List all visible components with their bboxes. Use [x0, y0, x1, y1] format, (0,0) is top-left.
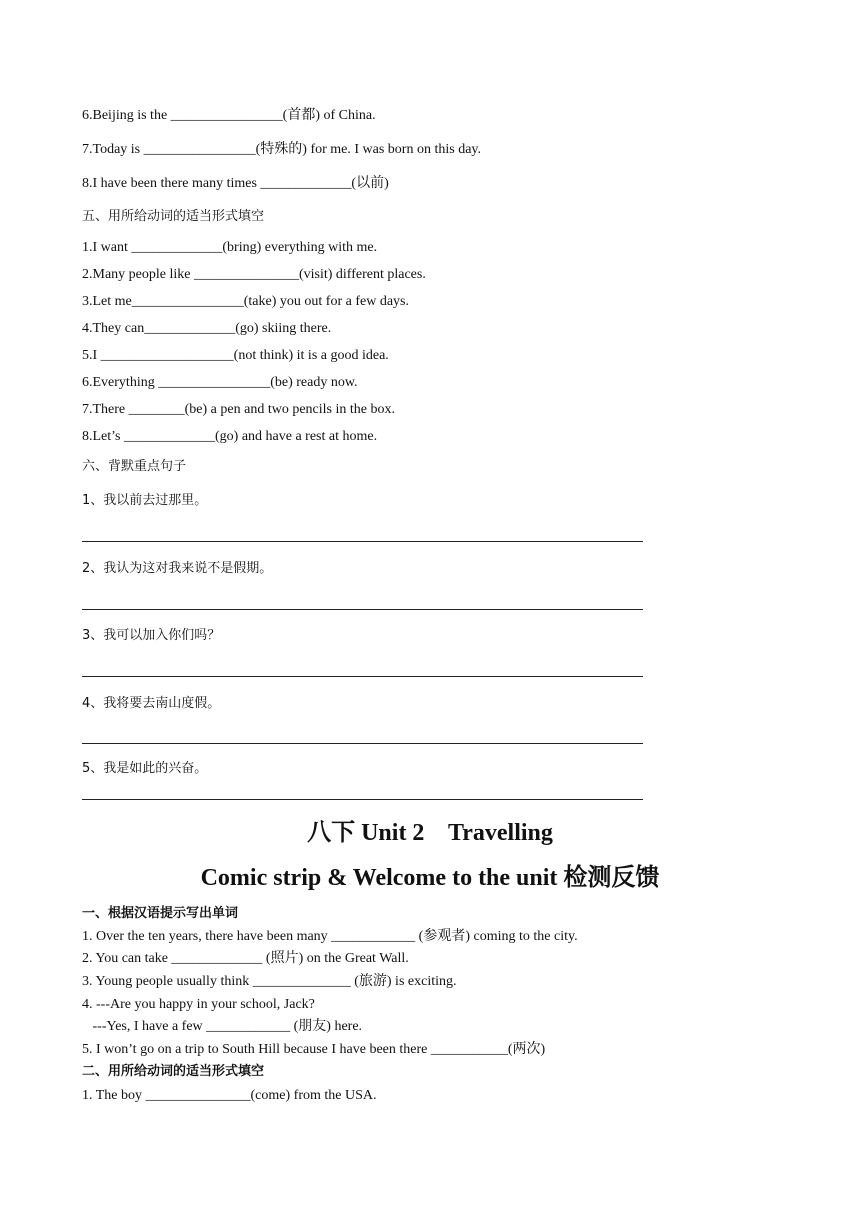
exercise-item: 3.Let me________________(take) you out for a few days.: [82, 294, 409, 309]
sentence-prompt: 1、我以前去过那里。: [82, 493, 208, 508]
exercise-item: 5.I ___________________(not think) it is a good idea.: [82, 348, 389, 363]
exercise-item: 3. Young people usually think ______________ (旅游) is exciting.: [82, 974, 457, 989]
exercise-item: ---Yes, I have a few ____________ (朋友) here.: [82, 1019, 363, 1034]
exercise-item: 2. You can take _____________ (照片) on the Great Wall.: [82, 951, 409, 966]
exercise-item: 6.Beijing is the ________________(首都) of China.: [82, 108, 376, 123]
section-heading: 六、背默重点句子: [82, 459, 187, 474]
unit-title: 八下 Unit 2 Travelling: [307, 820, 553, 846]
exercise-item: 7.There ________(be) a pen and two pencils in the box.: [82, 402, 395, 417]
sentence-prompt: 4、我将要去南山度假。: [82, 696, 221, 711]
exercise-item: 4. ---Are you happy in your school, Jack?: [82, 997, 315, 1012]
answer-line: [82, 743, 643, 744]
answer-line: [82, 799, 643, 800]
exercise-item: 7.Today is ________________(特殊的) for me. I was born on this day.: [82, 142, 482, 157]
exercise-item: 6.Everything ________________(be) ready now.: [82, 375, 358, 390]
exercise-item: 1. Over the ten years, there have been many ____________ (参观者) coming to the city.: [82, 929, 578, 944]
exercise-item: 1. The boy _______________(come) from the USA.: [82, 1088, 377, 1103]
section-heading: 五、用所给动词的适当形式填空: [82, 209, 265, 224]
answer-line: [82, 541, 643, 542]
exercise-item: 8.I have been there many times _____________(以前): [82, 176, 389, 191]
exercise-item: 4.They can_____________(go) skiing there.: [82, 321, 332, 336]
exercise-item: 8.Let’s _____________(go) and have a rest at home.: [82, 429, 378, 444]
unit-subtitle: Comic strip & Welcome to the unit 检测反馈: [200, 865, 660, 891]
sentence-prompt: 2、我认为这对我来说不是假期。: [82, 561, 273, 576]
exercise-item: 5. I won’t go on a trip to South Hill because I have been there ___________(两次): [82, 1042, 546, 1057]
section-heading: 二、用所给动词的适当形式填空: [82, 1064, 265, 1079]
sentence-prompt: 3、我可以加入你们吗？: [82, 628, 221, 643]
exercise-item: 2.Many people like _______________(visit) different places.: [82, 267, 426, 282]
sentence-prompt: 5、我是如此的兴奋。: [82, 761, 208, 776]
section-heading: 一、根据汉语提示写出单词: [82, 906, 239, 921]
answer-line: [82, 676, 643, 677]
answer-line: [82, 609, 643, 610]
exercise-item: 1.I want _____________(bring) everything with me.: [82, 240, 378, 255]
